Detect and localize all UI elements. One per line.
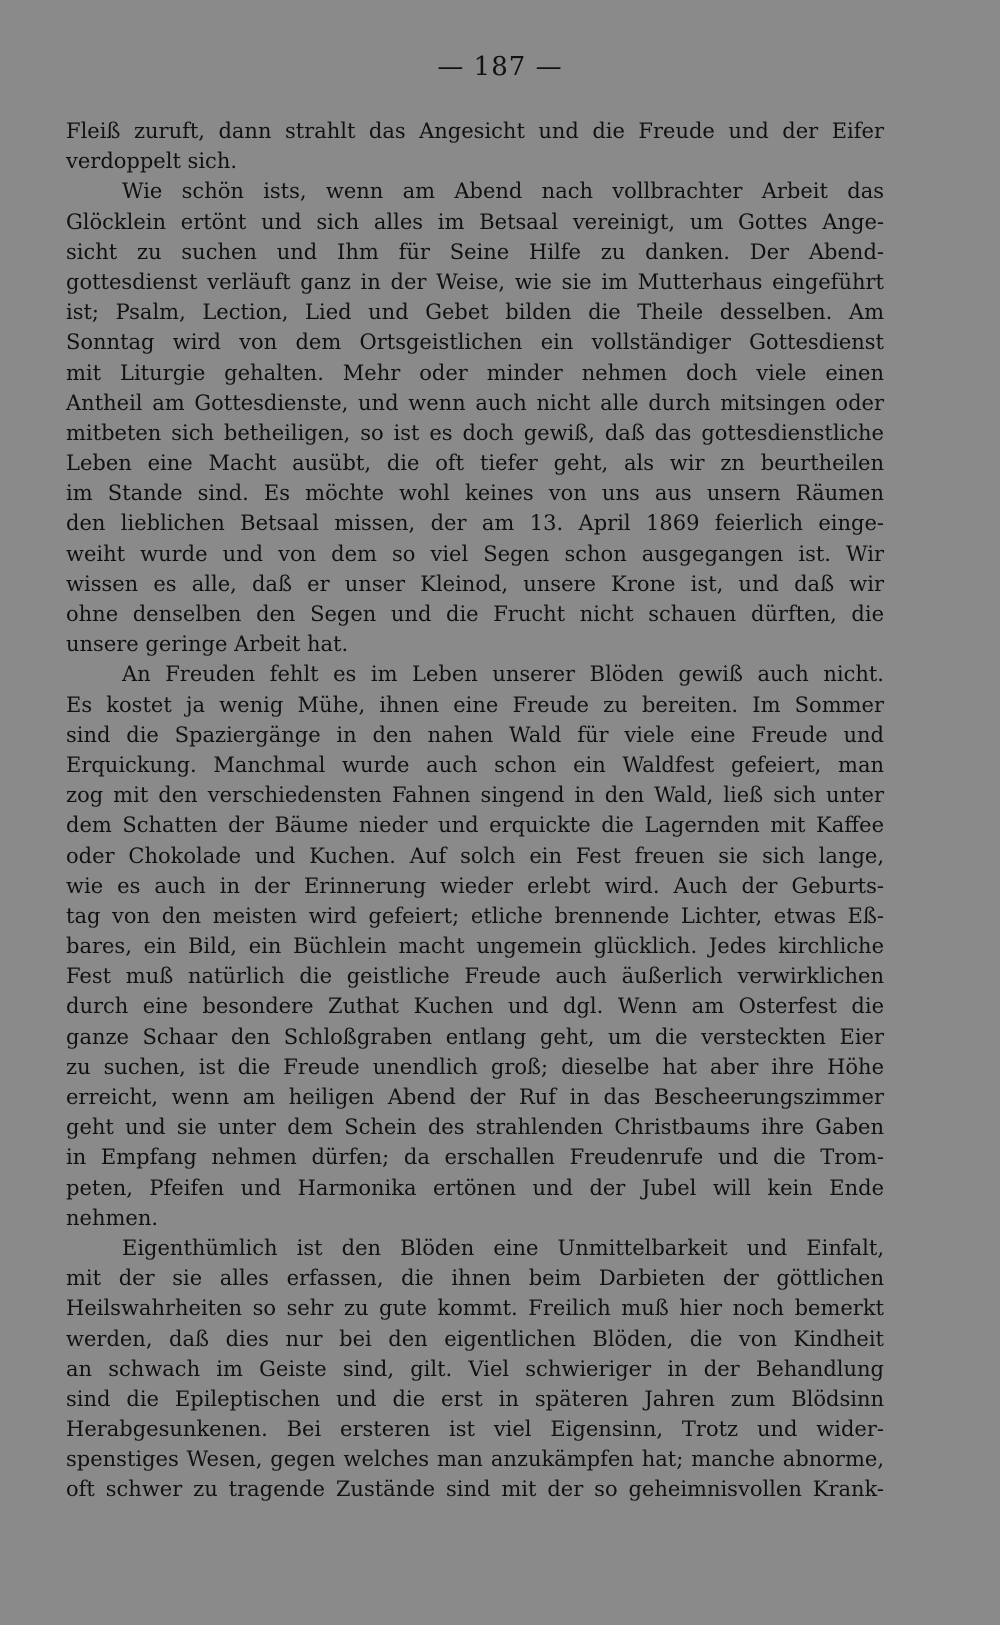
text-line: Glöcklein ertönt und sich alles im Betsaal vereinigt, um Gottes Ange- xyxy=(66,209,884,234)
text-line: Leben eine Macht ausübt, die oft tiefer geht, als wir zn beurtheilen xyxy=(66,451,884,476)
text-line: werden, daß dies nur bei den eigentlichen Blöden, die von Kindheit xyxy=(66,1326,884,1351)
text-line: mit Liturgie gehalten. Mehr oder minder nehmen doch viele einen xyxy=(66,360,884,385)
text-line: Eigenthümlich ist den Blöden eine Unmittelbarkeit und Einfalt, xyxy=(122,1235,884,1260)
text-line: sind die Spaziergänge in den nahen Wald für viele eine Freude und xyxy=(66,722,884,747)
text-line: Erquickung. Manchmal wurde auch schon ein Waldfest gefeiert, man xyxy=(66,752,884,777)
text-line: mit der sie alles erfassen, die ihnen beim Darbieten der göttlichen xyxy=(66,1266,884,1291)
text-line: sicht zu suchen und Ihm für Seine Hilfe zu danken. Der Abend- xyxy=(66,239,884,264)
text-line: nehmen. xyxy=(66,1205,159,1230)
text-line: gottesdienst verläuft ganz in der Weise, wie sie im Mutterhaus eingeführt xyxy=(66,269,884,294)
page-number: — 187 — xyxy=(437,52,563,82)
text-line: zog mit den verschiedensten Fahnen singend in den Wald, ließ sich unter xyxy=(66,783,884,808)
text-line: in Empfang nehmen dürfen; da erschallen Freudenrufe und die Trom- xyxy=(66,1145,884,1170)
text-line: ganze Schaar den Schloßgraben entlang geht, um die versteckten Eier xyxy=(66,1024,884,1049)
text-line: oft schwer zu tragende Zustände sind mit der so geheimnisvollen Krank- xyxy=(66,1477,884,1502)
text-line: Sonntag wird von dem Ortsgeistlichen ein vollständiger Gottesdienst xyxy=(66,330,884,355)
body-text xyxy=(66,116,884,1505)
text-line: ist; Psalm, Lection, Lied und Gebet bilden die Theile desselben. Am xyxy=(66,300,884,325)
text-line: den lieblichen Betsaal missen, der am 13. April 1869 feierlich einge- xyxy=(66,511,884,536)
text-line: spenstiges Wesen, gegen welches man anzukämpfen hat; manche abnorme, xyxy=(66,1447,884,1472)
text-line: Fest muß natürlich die geistliche Freude auch äußerlich verwirklichen xyxy=(66,964,884,989)
text-line: peten, Pfeifen und Harmonika ertönen und der Jubel will kein Ende xyxy=(66,1175,884,1200)
text-line: sind die Epileptischen und die erst in späteren Jahren zum Blödsinn xyxy=(66,1386,884,1411)
text-line: An Freuden fehlt es im Leben unserer Blöden gewiß auch nicht. xyxy=(122,662,884,687)
text-line: mitbeten sich betheiligen, so ist es doch gewiß, daß das gottesdienstliche xyxy=(66,420,884,445)
text-line: Heilswahrheiten so sehr zu gute kommt. Freilich muß hier noch bemerkt xyxy=(66,1296,884,1321)
text-line: wie es auch in der Erinnerung wieder erlebt wird. Auch der Geburts- xyxy=(66,873,884,898)
text-line: erreicht, wenn am heiligen Abend der Ruf in das Bescheerungszimmer xyxy=(66,1085,884,1109)
text-line: durch eine besondere Zuthat Kuchen und dgl. Wenn am Osterfest die xyxy=(66,994,884,1019)
text-line: im Stande sind. Es möchte wohl keines von uns aus unsern Räumen xyxy=(66,481,884,506)
text-line: verdoppelt sich. xyxy=(66,149,238,174)
text-line: weiht wurde und von dem so viel Segen schon ausgegangen ist. Wir xyxy=(66,541,884,566)
text-line: dem Schatten der Bäume nieder und erquickte die Lagernden mit Kaffee xyxy=(66,813,884,838)
text-line: Antheil am Gottesdienste, und wenn auch nicht alle durch mitsingen oder xyxy=(66,390,884,415)
text-line: zu suchen, ist die Freude unendlich groß; dieselbe hat aber ihre Höhe xyxy=(66,1054,884,1079)
text-line: tag von den meisten wird gefeiert; etliche brennende Lichter, etwas Eß- xyxy=(66,903,884,928)
text-line: bares, ein Bild, ein Büchlein macht ungemein glücklich. Jedes kirchliche xyxy=(66,934,884,959)
text-line: geht und sie unter dem Schein des strahlenden Christbaums ihre Gaben xyxy=(66,1115,884,1140)
text-line: unsere geringe Arbeit hat. xyxy=(66,632,349,657)
text-line: wissen es alle, daß er unser Kleinod, unsere Krone ist, und daß wir xyxy=(66,571,884,596)
text-line: Fleiß zuruft, dann strahlt das Angesicht und die Freude und der Eifer xyxy=(66,119,884,143)
text-line: an schwach im Geiste sind, gilt. Viel schwieriger in der Behandlung xyxy=(66,1356,884,1381)
text-line: Herabgesunkenen. Bei ersteren ist viel Eigensinn, Trotz und wider- xyxy=(66,1417,884,1442)
text-line: Wie schön ists, wenn am Abend nach vollbrachter Arbeit das xyxy=(122,179,884,204)
text-line: Es kostet ja wenig Mühe, ihnen eine Freude zu bereiten. Im Sommer xyxy=(66,692,884,717)
text-line: oder Chokolade und Kuchen. Auf solch ein Fest freuen sie sich lange, xyxy=(66,843,884,868)
text-line: ohne denselben den Segen und die Frucht nicht schauen dürften, die xyxy=(66,602,884,626)
